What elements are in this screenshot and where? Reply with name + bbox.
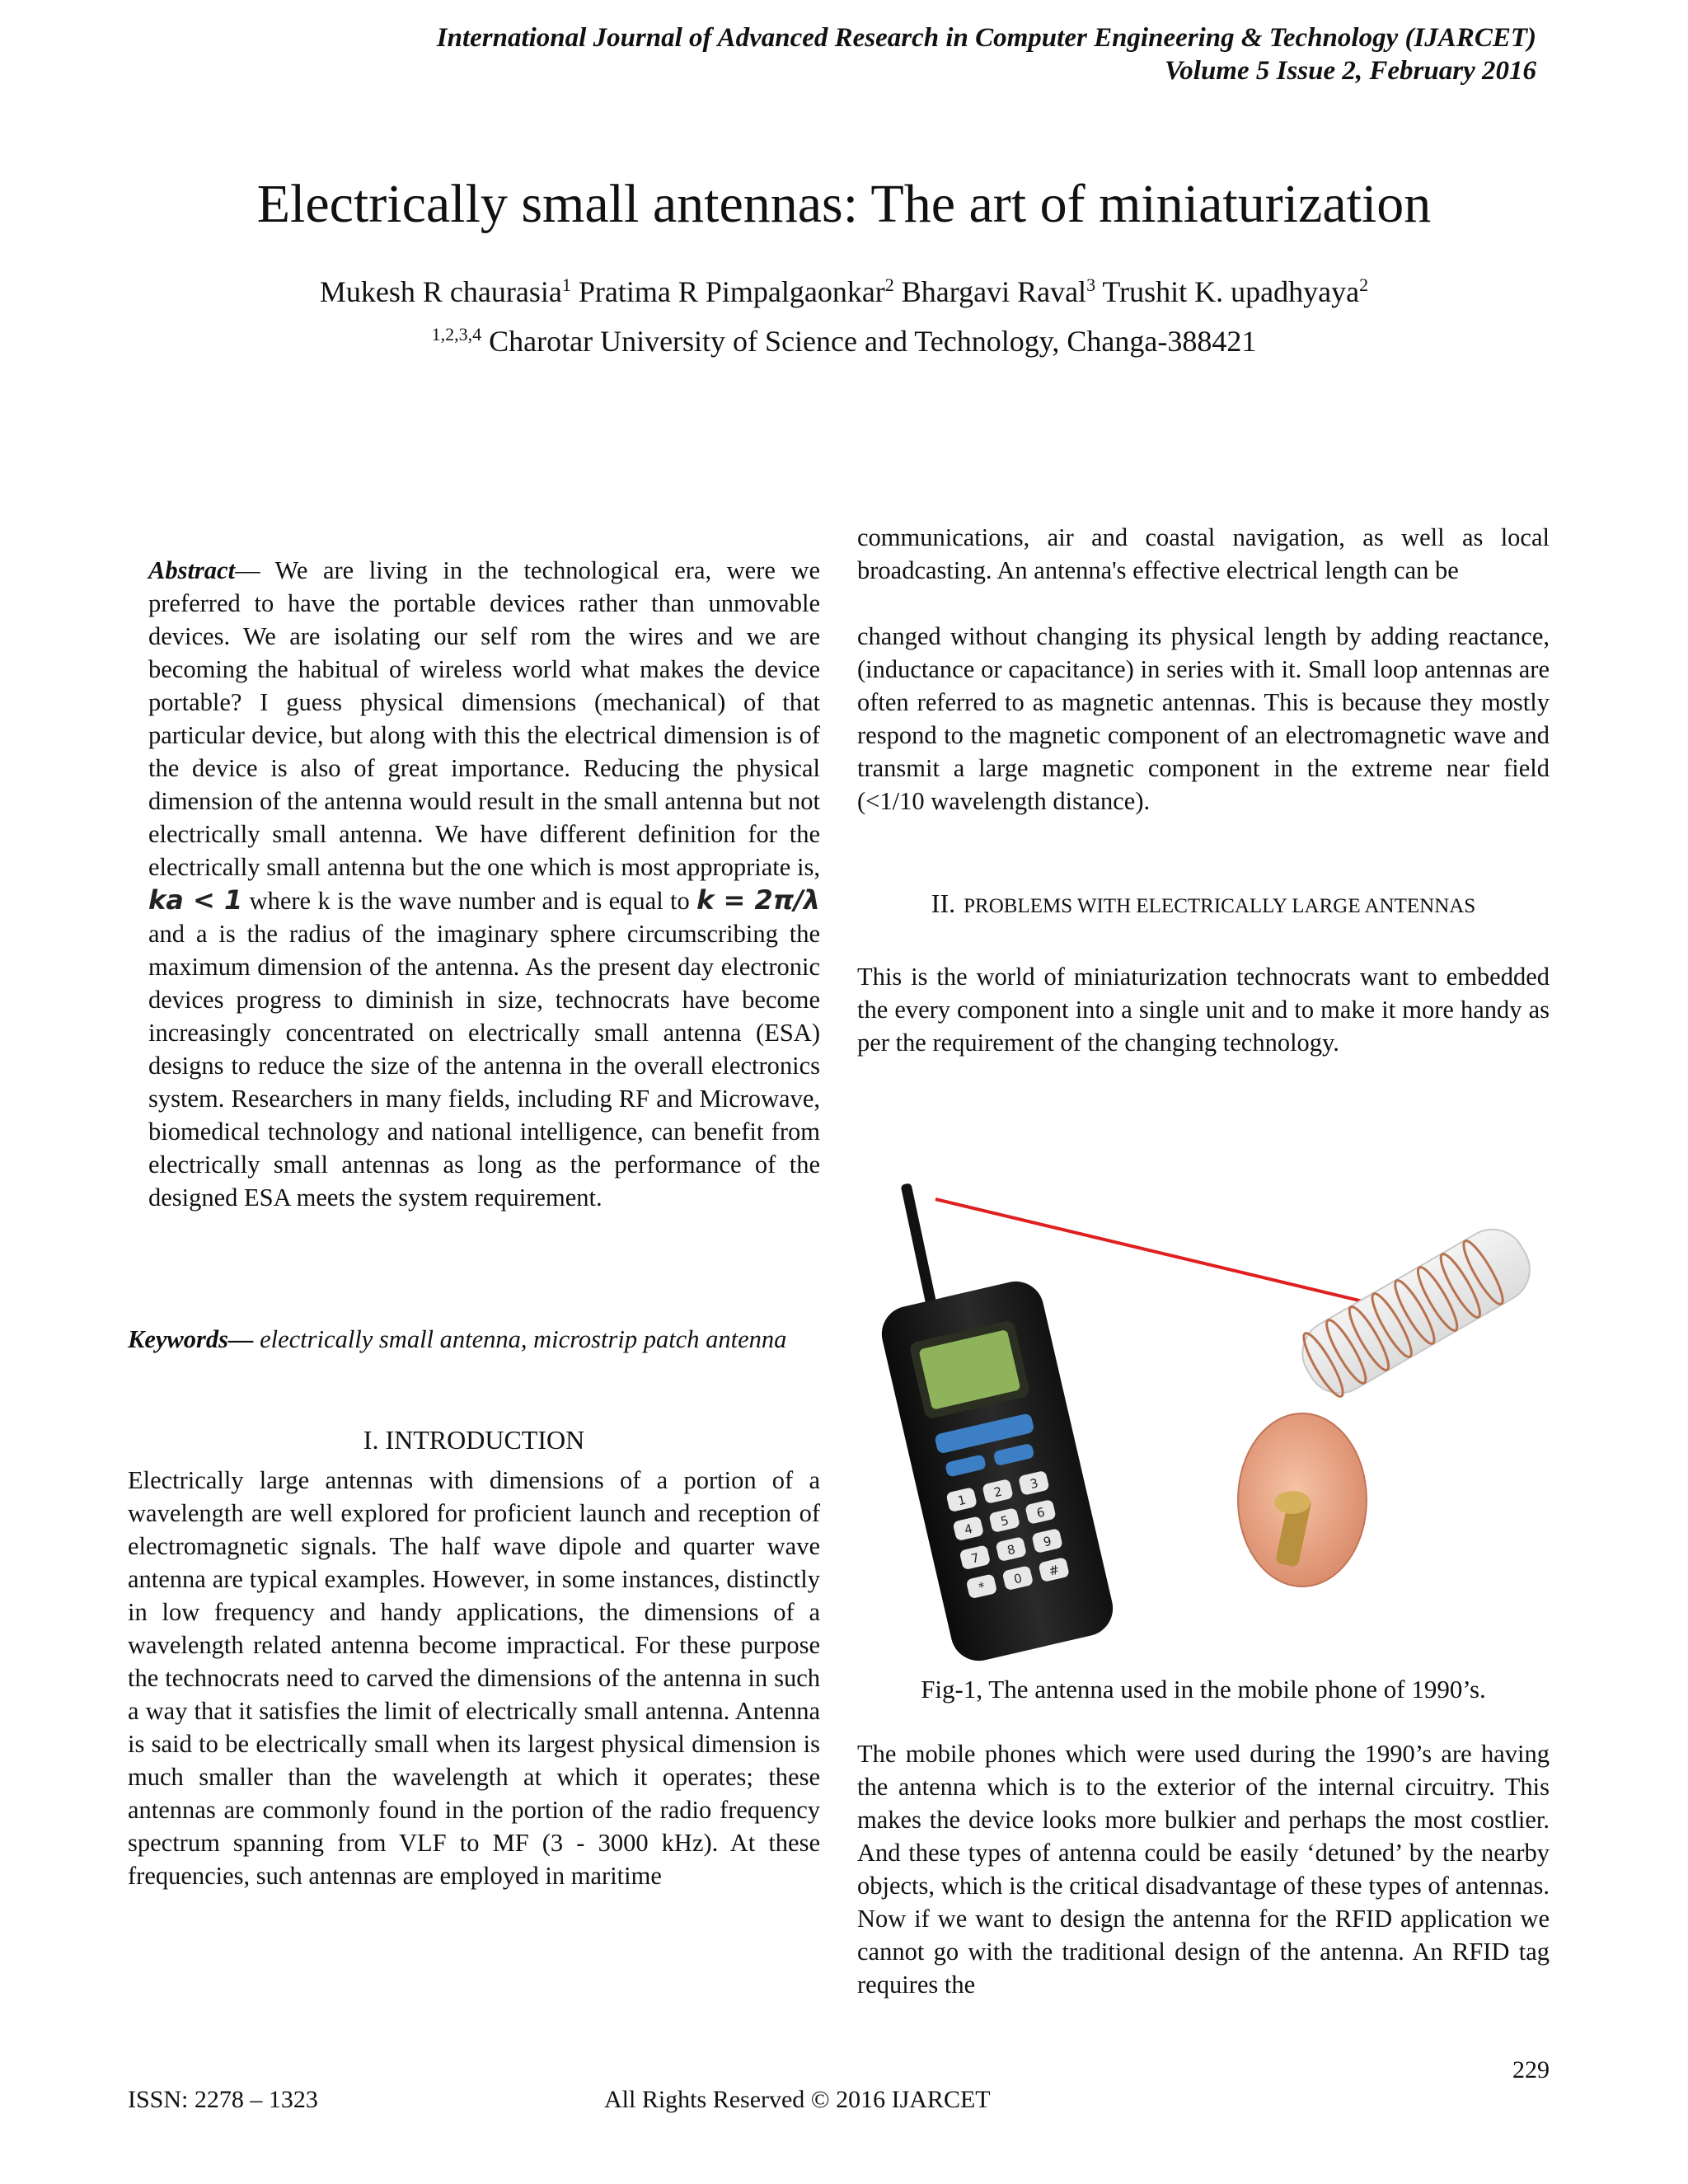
author-sup: 2 [884,274,894,295]
svg-text:6: 6 [1035,1504,1047,1521]
svg-text:7: 7 [969,1549,981,1567]
keywords [128,1323,820,1356]
svg-text:4: 4 [963,1521,974,1538]
svg-text:2: 2 [992,1483,1004,1501]
svg-text:*: * [977,1579,987,1596]
svg-text:3: 3 [1028,1475,1040,1493]
abstract-text: We are living in the technological era, were we preferred to have the portable devices rather than unmovable devices. We are isolating our self rom the wires and we are becoming the habitual of wireless world what makes the device portable? I guess physical dimensions (mechanical) of that particular device, but along with this the electrical dimension is of the device is also of great importance. Reducing the physical dimension of the antenna would result in the small antenna but not electrically small antenna. We have different definition for the electrically small antenna but the one which is most appropriate is, [148,556,820,881]
author-sup: 2 [1359,274,1369,295]
keywords-text: electrically small antenna, microstrip patch antenna [253,1325,787,1353]
body-paragraph: changed without changing its physical length by adding reactance, (inductance or capacitance) in series with it. Small loop antennas are often referred to as magnetic antennas. This is because they mostly respond to the magnetic component of an electromagnetic wave and transmit a large magnetic component in the extreme near field (<1/10 wavelength distance). [857,622,1550,815]
abstract-text: and a is the radius of the imaginary sphere circumscribing the maximum dimension of the antenna. As the present day electronic devices progress to diminish in size, technocrats have become increasingly concentrated on electrically small antenna (ESA) designs to reduce the size of the antenna in the overall electronics system. Researchers in many fields, including RF and Microwave, biomedical technology and national intelligence, can benefit from electrically small antennas as long as the performance of the designed ESA meets the system requirement. [148,920,820,1212]
author-sup: 1 [561,274,571,295]
copyright: All Rights Reserved © 2016 IJARCET [604,2086,991,2113]
author-name: Pratima R Pimpalgaonkar [578,275,885,308]
keywords-label: Keywords— [128,1325,254,1353]
volume-issue: Volume 5 Issue 2, February 2016 [1164,56,1536,86]
svg-text:9: 9 [1042,1533,1053,1550]
affiliation-sup: 1,2,3,4 [431,324,482,344]
author-list [0,274,1688,310]
formula-ka-less-than-1: ka < 1 [148,884,243,916]
phone-antenna-icon [901,1183,937,1305]
svg-text:5: 5 [999,1512,1010,1530]
helical-antenna-icon [1238,1217,1542,1586]
figure-illustration [857,1158,1550,1677]
svg-text:8: 8 [1006,1541,1017,1558]
issn: ISSN: 2278 – 1323 [128,2086,318,2113]
affiliation-text: Charotar University of Science and Technology, Changa-388421 [489,325,1257,358]
abstract-label: Abstract [148,556,236,584]
abstract-text: where k is the wave number and is equal to [242,887,697,915]
introduction-paragraph: Electrically large antennas with dimensions of a portion of a wavelength are well explored for proficient launch and reception of electromagnetic signals. The half wave dipole and quarter wave antenna are typical examples. However, in some instances, distinctly in low frequency and handy applications, the dimensions of a wavelength related antenna become impractical. For these purpose the technocrats need to carved the dimensions of the antenna in such a way that it satisfies the limit of electrically small antenna. Antenna is said to be electrically small when its largest physical dimension is much smaller than the wavelength at which it operates; these antennas are commonly found in the portion of the radio frequency spectrum spanning from VLF to MF (3 - 3000 kHz). At these frequencies, such antennas are employed in maritime [128,1466,820,1890]
affiliation [0,323,1688,359]
svg-text:0: 0 [1012,1570,1024,1587]
body-paragraph: The mobile phones which were used during the 1990’s are having the antenna which is to the exterior of the internal circuitry. This makes the device looks more bulkier and perhaps the most costlier. And these types of antenna could be easily ‘detuned’ by the nearby objects, which is the critical disadvantage of these types of antennas. Now if we want to design the antenna for the RFID application we cannot go with the traditional design of the antenna. An RFID tag requires the [857,1740,1550,1999]
abstract-dash: — [235,556,260,584]
body-paragraph: This is the world of miniaturization technocrats want to embedded the every component into a single unit and to make it more handy as per the requirement of the changing technology. [857,963,1550,1057]
author-sup: 3 [1086,274,1096,295]
abstract [148,554,820,1214]
mobile-phone-icon [876,1276,1118,1666]
formula-wave-number: k = 2π/λ [696,884,820,916]
body-paragraph: communications, air and coastal navigation, as well as local broadcasting. An antenna's effective electrical length can be [857,523,1550,584]
paper-title: Electrically small antennas: The art of miniaturization [256,174,1432,234]
section-title: PROBLEMS WITH ELECTRICALLY LARGE ANTENNAS [964,895,1476,917]
figure-caption: Fig-1, The antenna used in the mobile phone of 1990’s. [921,1675,1486,1704]
svg-text:#: # [1047,1562,1062,1579]
page-number: 229 [1512,2056,1550,2083]
svg-text:1: 1 [956,1492,968,1509]
author-name: Bhargavi Raval [901,275,1087,308]
figure-mobile-phone-antenna [857,1158,1550,1677]
author-name: Trushit K. upadhyaya [1102,275,1360,308]
section-heading-problems [857,887,1550,923]
journal-name: International Journal of Advanced Research in Computer Engineering & Technology (IJARCET) [436,23,1536,53]
author-name: Mukesh R chaurasia [319,275,562,308]
section-heading-introduction: I. INTRODUCTION [363,1425,585,1455]
section-number: II. [931,888,956,918]
